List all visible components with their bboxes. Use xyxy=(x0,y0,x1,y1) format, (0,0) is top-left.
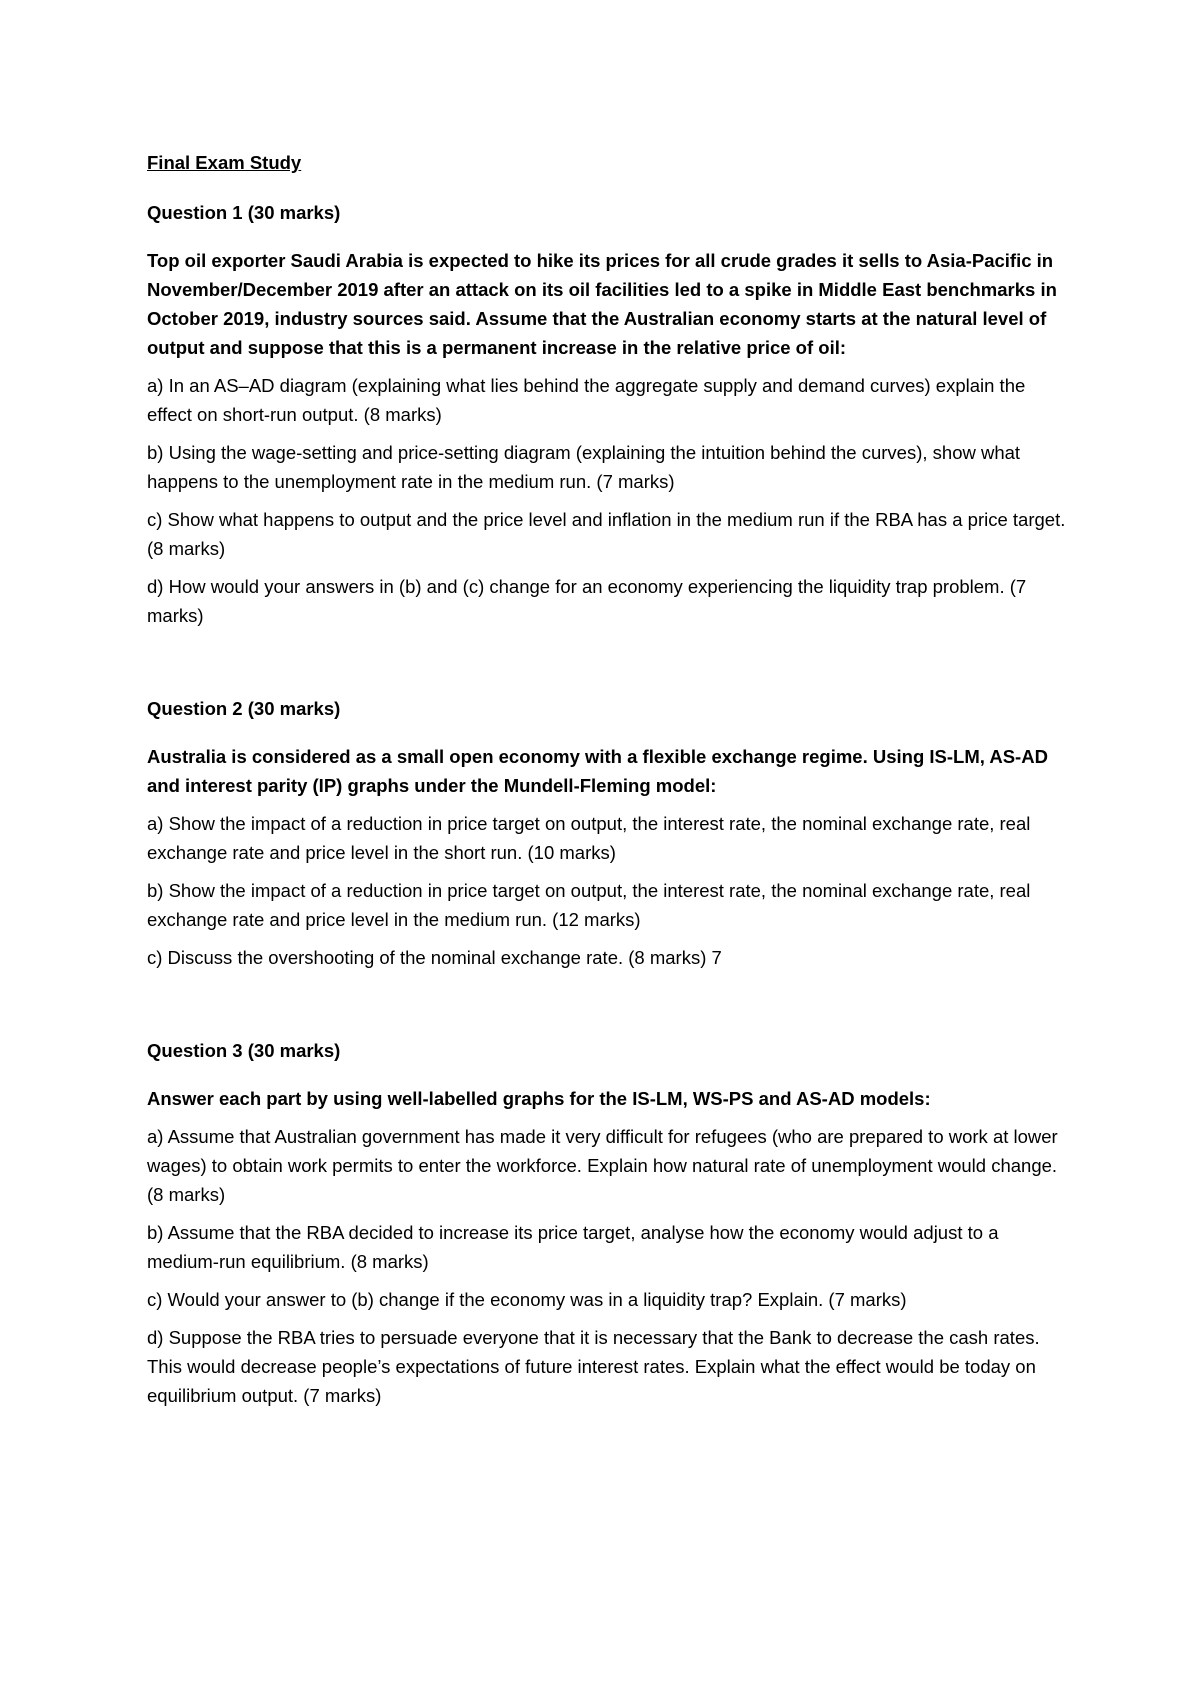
question-intro: Answer each part by using well-labelled graphs for the IS-LM, WS-PS and AS-AD models: xyxy=(147,1088,931,1109)
question-1 xyxy=(147,198,1072,630)
question-3 xyxy=(147,1036,1072,1410)
question-2 xyxy=(147,694,1072,972)
question-part-b: b) Assume that the RBA decided to increase its price target, analyse how the economy would adjust to a medium-run equilibrium. (8 marks) xyxy=(147,1222,999,1272)
question-heading: Question 2 (30 marks) xyxy=(147,698,341,719)
question-part-c: c) Discuss the overshooting of the nominal exchange rate. (8 marks) 7 xyxy=(147,947,722,968)
question-part-c: c) Would your answer to (b) change if the economy was in a liquidity trap? Explain. (7 marks) xyxy=(147,1289,907,1310)
question-heading: Question 1 (30 marks) xyxy=(147,202,341,223)
question-heading: Question 3 (30 marks) xyxy=(147,1040,341,1061)
document-page xyxy=(147,148,1072,1419)
question-part-c: c) Show what happens to output and the price level and inflation in the medium run if the RBA has a price target. (8 marks) xyxy=(147,509,1066,559)
document-title: Final Exam Study xyxy=(147,152,302,173)
question-intro: Top oil exporter Saudi Arabia is expected to hike its prices for all crude grades it sells to Asia-Pacific in November/December 2019 after an attack on its oil facilities led to a spike in Middle East benchmarks in October 2019, industry sources said. Assume that the Australian economy starts at the natural level of output and suppose that this is a permanent increase in the relative price of oil: xyxy=(147,250,1057,358)
question-part-a: a) Assume that Australian government has made it very difficult for refugees (who are prepared to work at lower wages) to obtain work permits to enter the workforce. Explain how natural rate of unemployment would change. (8 marks) xyxy=(147,1126,1058,1205)
question-intro: Australia is considered as a small open economy with a flexible exchange regime. Using IS-LM, AS-AD and interest parity (IP) graphs under the Mundell-Fleming model: xyxy=(147,746,1048,796)
question-part-b: b) Using the wage-setting and price-setting diagram (explaining the intuition behind the curves), show what happens to the unemployment rate in the medium run. (7 marks) xyxy=(147,442,1021,492)
question-part-b: b) Show the impact of a reduction in price target on output, the interest rate, the nominal exchange rate, real exchange rate and price level in the medium run. (12 marks) xyxy=(147,880,1031,930)
question-part-d: d) How would your answers in (b) and (c) change for an economy experiencing the liquidity trap problem. (7 marks) xyxy=(147,576,1027,626)
question-part-d: d) Suppose the RBA tries to persuade everyone that it is necessary that the Bank to decrease the cash rates. This would decrease people’s expectations of future interest rates. Explain what the effect would be today on equilibrium output. (7 marks) xyxy=(147,1327,1040,1406)
question-part-a: a) In an AS–AD diagram (explaining what lies behind the aggregate supply and demand curves) explain the effect on short-run output. (8 marks) xyxy=(147,375,1026,425)
question-part-a: a) Show the impact of a reduction in price target on output, the interest rate, the nominal exchange rate, real exchange rate and price level in the short run. (10 marks) xyxy=(147,813,1031,863)
